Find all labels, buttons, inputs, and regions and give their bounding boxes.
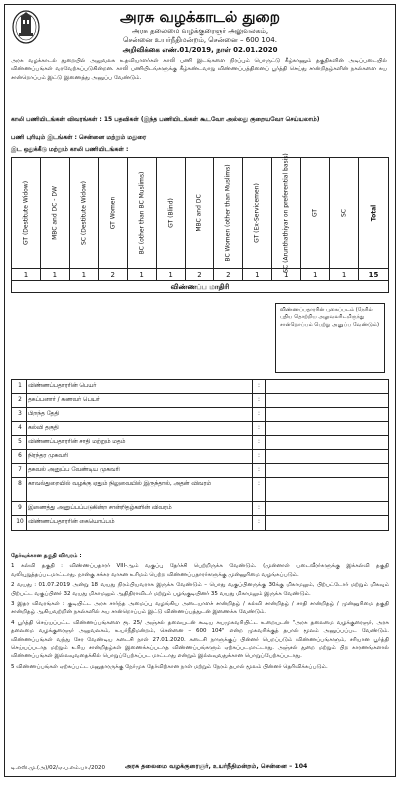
- vacancy-column-header: [41, 158, 70, 268]
- form-row-label: கல்வி தகுதி: [28, 425, 59, 431]
- form-row-number: 9: [14, 502, 27, 515]
- form-row-colon: :: [252, 478, 266, 501]
- vacancy-count: 2: [186, 268, 215, 280]
- condition-item: 2 வயது : 01.07.2019 அன்று 18 வயது நிரம்பியவராக இருக்க வேண்டும் – பொது வகுப்பினருக்கு 30க்கு மிகாமலும், பிற்பட்டோர் மற்றும் மிகவும் பிற்பட்ட வகுப்பினர் 32 வயது மிகாமலும் ஆதிதிராவிடர் மற்றும் பழங்குடியினர் 35 வயது மிகாமலும் இருக்க வேண்டும்.: [11, 582, 389, 597]
- vacancy-column-label: MBC and DC - DW: [51, 186, 59, 240]
- form-row-label: காவல்துறையில் வழக்கு ஏதும் நிலுவையில் இருந்தால், அதன் விவரம்: [28, 481, 212, 487]
- form-row-number: 7: [14, 464, 27, 477]
- footer-signature: அரசு தலைமை வழக்குரைஞர், உயர்நீதிமன்றம், சென்னை – 104: [125, 763, 308, 770]
- vacancy-column-label: SC (Destitute Widow): [80, 180, 88, 246]
- form-row-colon: :: [252, 422, 266, 435]
- vacancy-column-header: [12, 158, 41, 268]
- vacancy-column-header: [214, 158, 243, 268]
- vacancy-column-label: MBC and DC: [195, 194, 203, 232]
- form-row: [12, 380, 388, 394]
- form-row: [12, 422, 388, 436]
- form-row-number: 5: [14, 436, 27, 449]
- vacancy-column-label: GT (Ex-Servicemen): [253, 183, 261, 243]
- vacancy-column-header: [272, 153, 301, 273]
- condition-item: 4 பூர்த்தி செய்யப்பட்ட விண்ணப்பங்களை ரூ. 25/ அஞ்சல் தலையுடன் கூடிய சுயமுகவரியிட்ட உறையுடன் "அரசு தலைமை வழக்குரைஞர், அரசு தலைமை வழக்குரைஞர் அலுவலகம், உயர்நீதிமன்றம், சென்னை – 600 104" என்ற முகவரிக்குத் தபால் மூலம் அனுப்பப்பட வேண்டும். விண்ணப்பங்கள் வந்து சேர வேண்டிய கடைசி நாள் 27.01.2020. கடைசி நாளுக்குப் பின்னர் பெறப்படும் விண்ணப்பங்களும், சரியான பூர்த்தி செய்யப்படாத மற்றும் உரிய சான்றிதழ்கள் இணைக்கப்படாத விண்ணப்பங்களும் ஏற்கப்படமாட்டாது. அஞ்சல் துறை மற்றும் பிற காரணங்களால் விண்ணப்பங்கள் இல்லவுவதைக்கில் பொறுப்பேற்கப்பட மாட்டாது என்றும் இல்லவுவதுக்கான பொறுப்பேற்கப்படாது.: [11, 619, 389, 660]
- department-title: அரசு வழக்காடல் துறை: [120, 8, 280, 26]
- form-title: விண்ணப்ப மாதிரி: [12, 280, 388, 294]
- form-row: [12, 464, 388, 478]
- form-row-number: 1: [14, 380, 27, 393]
- vacancy-column-label: Total: [370, 204, 378, 222]
- notice-number: அறிவிக்கை எண்.01/2019, நாள் 02.01.2020: [122, 46, 278, 54]
- form-row-number: 3: [14, 408, 27, 421]
- conditions-list: [11, 562, 389, 671]
- condition-item: 1 கல்வி தகுதி : விண்ணப்பதாரர் VIII-ஆம் வகுப்பு தேர்ச்சி பெற்றிருக்க வேண்டும். (முன்னாள் படைவீரர்களுக்கு இக்கல்வி தகுதி வலியுறுத்தப்படமாட்டாது. நான்கு சக்கர வாகன உரிமம் பெற்ற விண்ணப்பதாரர்களுக்கு முன்னுரிமை வழங்கப்படும்.: [11, 563, 389, 578]
- work-location-line: பணி புரியும் இடங்கள் : சென்னை மற்றும் மதுரை: [11, 134, 147, 141]
- form-row-colon: :: [252, 394, 266, 407]
- form-row-colon: :: [252, 516, 266, 530]
- vacancy-count: 15: [359, 268, 388, 280]
- vacancy-count: 1: [243, 268, 272, 280]
- form-row-colon: :: [252, 380, 266, 393]
- office-address-line1: அரசு தலைமை வழக்குரைஞர் அலுவலகம்,: [131, 27, 269, 35]
- vacancy-column-label: BC (other than BC Muslims): [138, 171, 146, 255]
- vacancy-column-label: GT (Blind): [167, 198, 175, 228]
- intro-paragraph: அரசு வழக்காடல் துறையில் அலுவலக உதவியாளர்கள் காலி பணி இடங்களை நிரப்பும் பொருட்டு கீழ்காணும் தகுதிகளின் அடிப்படையில் விண்ணப்பங்கள் வரவேற்கப்படுகின்றன. காலி பணியிடங்களுக்கு கீழ்கண்டவாறு விண்ணப்பத்தினைப் பூர்த்தி செய்து சான்றிதழ்களின் நகல்களை சுய சான்றொப்பம் இட்டு இணைத்து அனுப்ப வேண்டும்.: [11, 58, 387, 81]
- vacancy-column-header: [186, 158, 215, 268]
- vacancy-column-header: [128, 158, 157, 268]
- vacancy-column-header: [243, 158, 272, 268]
- footer-code: டி.எஸ்.மு.(அ)/02/ஏ.ப.எம்.பா./2020: [11, 765, 105, 771]
- vacancy-details-line: காலி பணியிடங்கள் விவரங்கள் : 15 பதவிகள் (இந்த பணியிடங்கள் கூடவோ அல்லது குறையவோ செய்யலாம்): [11, 116, 320, 123]
- form-row-colon: :: [252, 436, 266, 449]
- form-row-label: விண்ணப்பதாரரின் கையொப்பம்: [28, 519, 115, 525]
- vacancy-count: 2: [214, 268, 243, 280]
- form-row-number: 4: [14, 422, 27, 435]
- vacancy-count: 2: [99, 268, 128, 280]
- vacancy-column-header: [157, 158, 186, 268]
- vacancy-column-label: SC (Arunthathiyar on preferential basis): [282, 153, 290, 273]
- form-row-colon: :: [252, 450, 266, 463]
- condition-item: 5 விண்ணப்பங்கள் ஏற்கப்பட்ட மனுதாரருக்கு நேர்முக தேர்விற்கான நாள் மற்றும் நேரம் தபால் மூலம் பின்னர் தெரிவிக்கப்படும்.: [11, 663, 328, 670]
- vacancy-count: 1: [70, 268, 99, 280]
- reservation-heading: இட ஒதுக்கீடு மற்றும் காலி பணியிடங்கள் :: [11, 146, 129, 153]
- form-row: [12, 502, 388, 516]
- form-row-colon: :: [252, 464, 266, 477]
- vacancy-column-label: SC: [340, 209, 348, 217]
- form-row-label: நிரந்தர முகவரி: [28, 453, 68, 459]
- vacancy-column-label: BC Women (other than Muslims): [224, 164, 232, 262]
- vacancy-column-label: GT Women: [109, 196, 117, 230]
- form-row: [12, 450, 388, 464]
- vacancy-count: 1: [41, 268, 70, 280]
- office-address-line2: சென்னை உயர்நீதிமன்றம், சென்னை – 600 104.: [123, 36, 277, 44]
- form-row-colon: :: [252, 502, 266, 515]
- vacancy-column-header: [301, 158, 330, 268]
- vacancy-count: 1: [157, 268, 186, 280]
- photo-box: [275, 303, 385, 373]
- vacancy-count: 1: [128, 268, 157, 280]
- form-row-label: தகப்பனார் / கணவர் பெயர்: [28, 397, 100, 403]
- form-row-number: 2: [14, 394, 27, 407]
- form-row: [12, 516, 388, 530]
- form-row-label: விண்ணப்பதாரரின் சாதி மற்றும் மதம்: [28, 439, 126, 445]
- vacancy-column-header: [70, 158, 99, 268]
- form-row-number: 8: [14, 478, 27, 501]
- conditions-heading: தேர்வுக்கான தகுதி விவரம் :: [11, 553, 82, 559]
- vacancy-column-label: GT: [311, 208, 319, 218]
- vacancy-column-header: [330, 158, 359, 268]
- vacancy-count: 1: [12, 268, 41, 280]
- form-row-colon: :: [252, 408, 266, 421]
- vacancy-table: [11, 153, 389, 293]
- form-row-label: இணைத்து அனுப்பப்படுகின்ற சான்றிதழ்களின் விவரம்: [28, 505, 172, 511]
- form-row-number: 10: [14, 516, 27, 530]
- vacancy-column-label: GT (Destitute Widow): [22, 180, 30, 246]
- notice-page: [4, 4, 396, 777]
- vacancy-count: 1: [301, 268, 330, 280]
- vacancy-column-header: [359, 158, 388, 268]
- condition-item: 3 இதர விவரங்கள் : குடியிட்ட அரசு சார்ந்த அமைப்பு வழங்கிய அடையாளச் சான்றிதழ் / கல்வி சான்றிதழ் / சாதி சான்றிதழ் / முன்னுரிமை தகுதி சான்றிதழ் ஆகியவற்றின் நகல்களில் சுய சான்றொப்பம் இட்டு விண்ணப்பத்துடன் இணைக்க வேண்டும்.: [11, 601, 389, 616]
- form-row: [12, 394, 388, 408]
- form-row: [12, 478, 388, 502]
- vacancy-count: 1: [330, 268, 359, 280]
- form-row: [12, 436, 388, 450]
- vacancy-column-header: [99, 158, 128, 268]
- form-row-label: பிறந்த தேதி: [28, 411, 60, 417]
- form-row-number: 6: [14, 450, 27, 463]
- photo-box-label: விண்ணப்பதாரரின் புகைப்படம் (நேரில் புதிய தொற்றிய அலுவலரிடமிருந்து சான்றொப்பம் பெற்று அனுப்ப வேண்டும்): [280, 307, 380, 328]
- form-row: [12, 408, 388, 422]
- vacancy-count: 1: [272, 268, 301, 280]
- conditions-section: [11, 552, 389, 673]
- application-form-table: [11, 379, 389, 531]
- form-row-label: தகவல் அனுப்ப வேண்டிய முகவரி: [28, 467, 120, 473]
- form-row-label: விண்ணப்பதாரரின் பெயர்: [28, 383, 97, 389]
